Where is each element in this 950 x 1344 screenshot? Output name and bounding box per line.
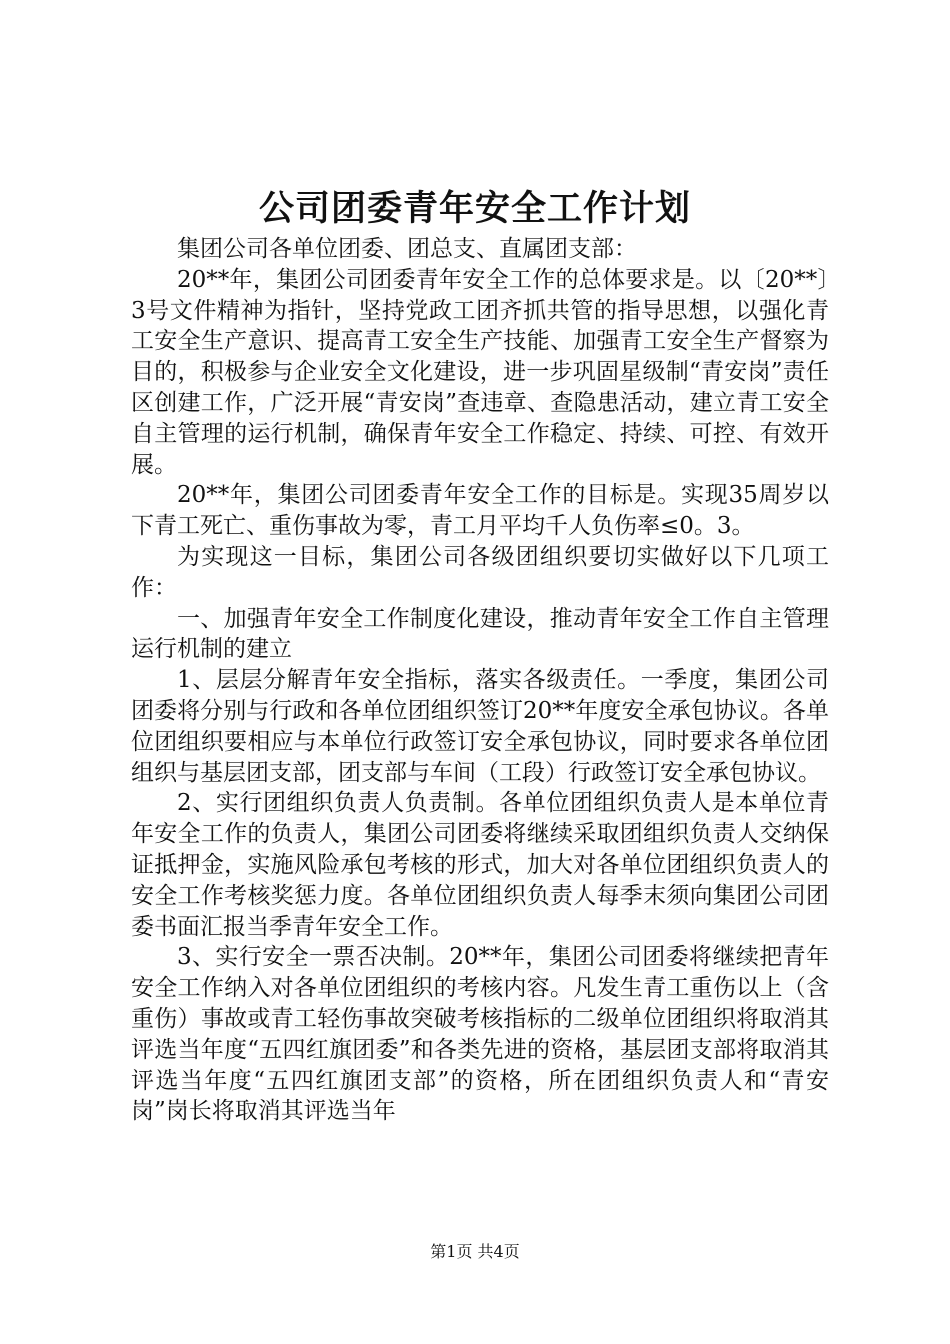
document-title: 公司团委青年安全工作计划 [258, 188, 691, 229]
body-paragraph: 2、实行团组织负责人负责制。各单位团组织负责人是本单位青年安全工作的负责人，集团公司团委将继续采取团组织负责人交纳保证抵押金，实施风险承包考核的形式，加大对各单位团组织负责人的安全工作考核奖惩力度。各单位团组织负责人每季末须向集团公司团委书面汇报当季青年安全工作。 [131, 790, 829, 940]
body-paragraph: 1、层层分解青年安全指标，落实各级责任。一季度，集团公司团委将分别与行政和各单位团组织签订20**年度安全承包协议。各单位团组织要相应与本单位行政签订安全承包协议，同时要求各单位团组织与基层团支部，团支部与车间（工段）行政签订安全承包协议。 [131, 667, 829, 786]
body-paragraph: 3、实行安全一票否决制。20**年，集团公司团委将继续把青年安全工作纳入对各单位团组织的考核内容。凡发生青工重伤以上（含重伤）事故或青工轻伤事故突破考核指标的二级单位团组织将取消其评选当年度“五四红旗团委”和各类先进的资格，基层团支部将取消其评选当年度“五四红旗团支部”的资格，所在团组织负责人和“青安岗”岗长将取消其评选当年 [131, 944, 829, 1125]
body-paragraph: 20**年，集团公司团委青年安全工作的目标是。实现35周岁以下青工死亡、重伤事故为零，青工月平均千人负伤率≤0。3。 [131, 482, 829, 540]
body-paragraph: 为实现这一目标，集团公司各级团组织要切实做好以下几项工作： [131, 543, 829, 601]
section-heading: 一、加强青年安全工作制度化建设，推动青年安全工作自主管理运行机制的建立 [131, 605, 829, 663]
body-paragraph: 20**年，集团公司团委青年安全工作的总体要求是。以〔20**〕3号文件精神为指针，坚持党政工团齐抓共管的指导思想，以强化青工安全生产意识、提高青工安全生产技能、加强青工安全生产督察为目的，积极参与企业安全文化建设，进一步巩固星级制“青安岗”责任区创建工作，广泛开展“青安岗”查违章、查隐患活动，建立青工安全自主管理的运行机制，确保青年安全工作稳定、持续、可控、有效开展。 [131, 266, 829, 478]
page-number-footer: 第1页 共4页 [430, 1242, 520, 1261]
document-body [131, 234, 829, 1127]
salutation-paragraph: 集团公司各单位团委、团总支、直属团支部： [177, 236, 637, 262]
